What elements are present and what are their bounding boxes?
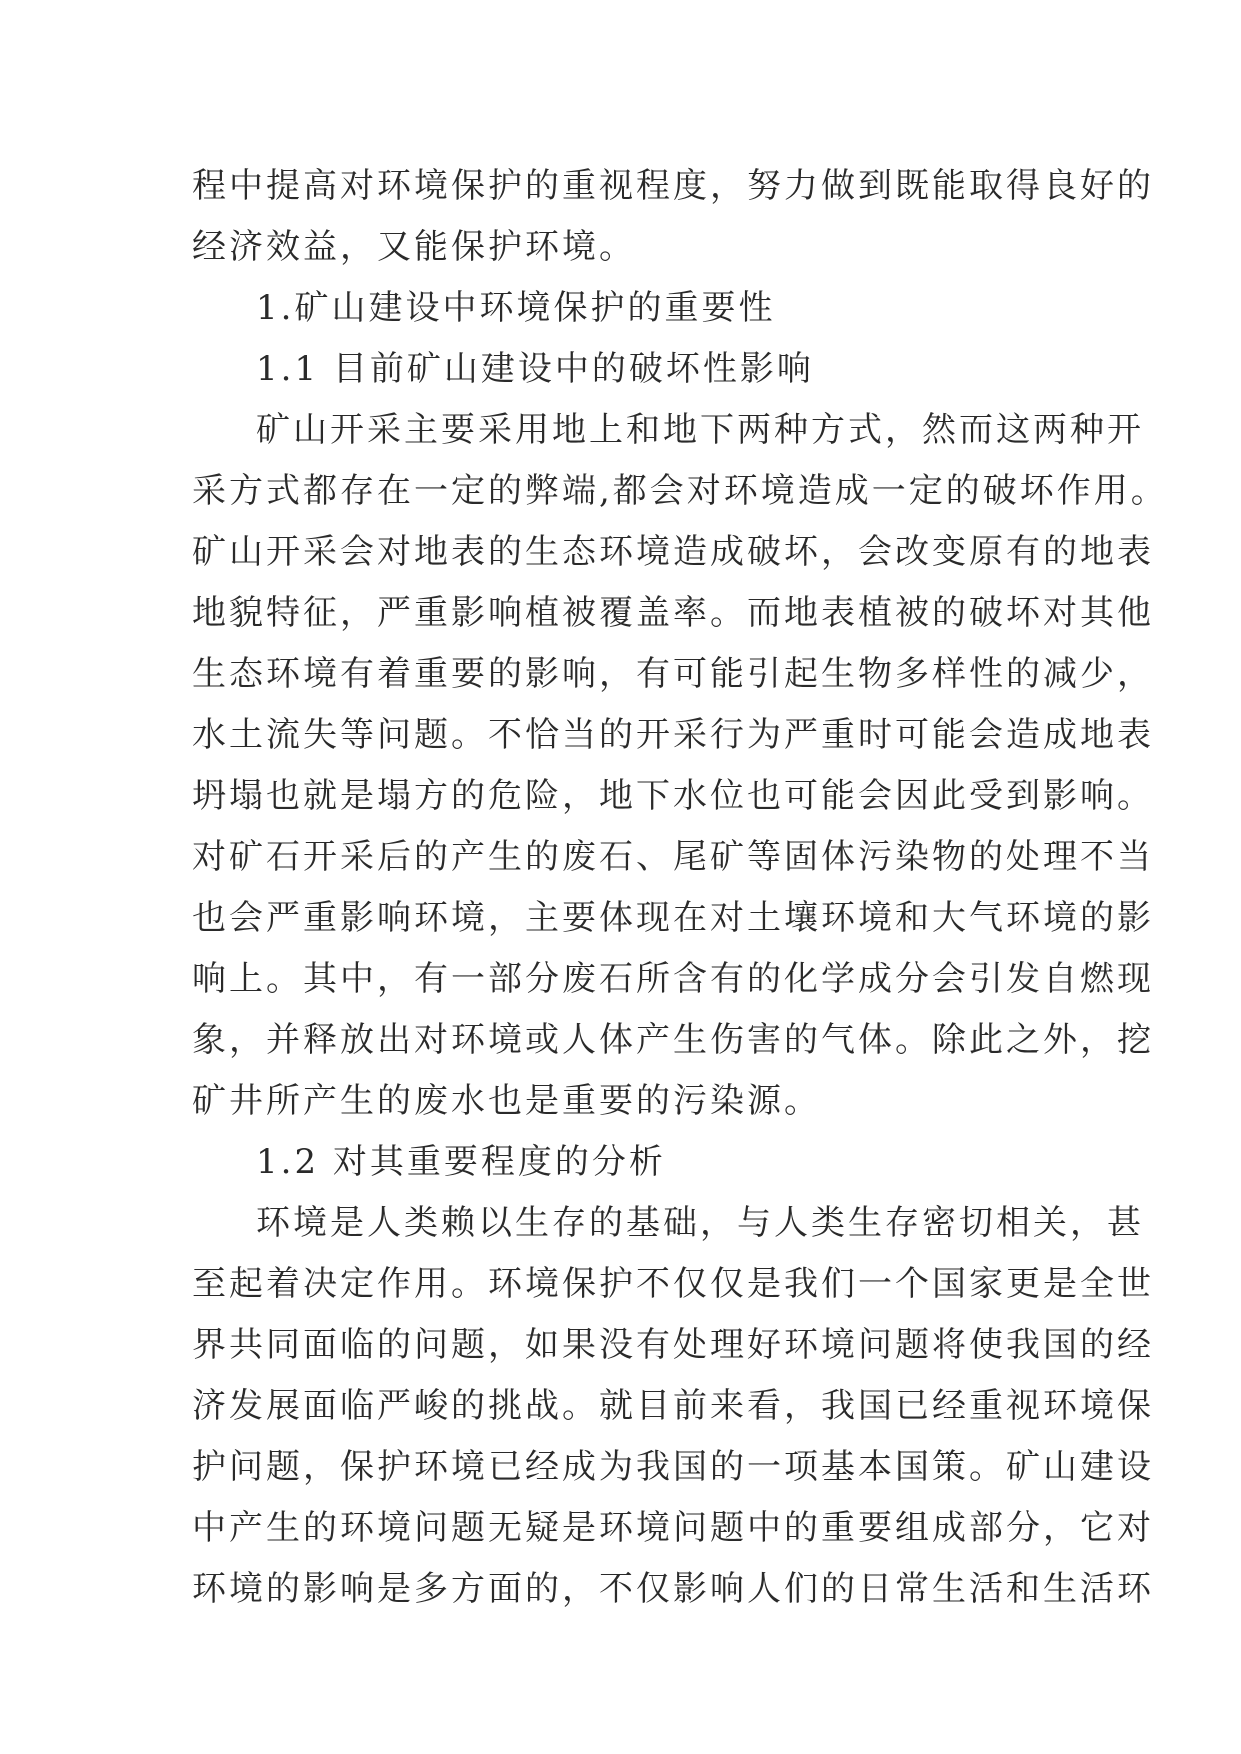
text-line: 生态环境有着重要的影响，有可能引起生物多样性的减少， [192,654,1154,694]
text-line: 中产生的环境问题无疑是环境问题中的重要组成部分，它对 [192,1508,1154,1548]
text-line: 济发展面临严峻的挑战。就目前来看，我国已经重视环境保 [192,1386,1154,1426]
text-line: 象，并释放出对环境或人体产生伤害的气体。除此之外，挖 [192,1020,1154,1060]
text-line: 至起着决定作用。环境保护不仅仅是我们一个国家更是全世 [192,1264,1154,1304]
text-line: 采方式都存在一定的弊端,都会对环境造成一定的破坏作用。 [192,471,1168,511]
text-line: 响上。其中，有一部分废石所含有的化学成分会引发自燃现 [192,959,1154,999]
text-line: 程中提高对环境保护的重视程度，努力做到既能取得良好的 [192,166,1154,206]
section-heading: 1.矿山建设中环境保护的重要性 [256,288,776,328]
text-line: 界共同面临的问题，如果没有处理好环境问题将使我国的经 [192,1325,1154,1365]
text-line: 对矿石开采后的产生的废石、尾矿等固体污染物的处理不当 [192,837,1154,877]
text-line: 矿山开采会对地表的生态环境造成破坏，会改变原有的地表 [192,532,1154,572]
subsection-heading: 1.1 目前矿山建设中的破坏性影响 [256,349,814,389]
text-line: 地貌特征，严重影响植被覆盖率。而地表植被的破坏对其他 [192,593,1154,633]
text-line: 也会严重影响环境，主要体现在对土壤环境和大气环境的影 [192,898,1154,938]
text-line: 经济效益，又能保护环境。 [192,227,636,267]
text-line: 水土流失等问题。不恰当的开采行为严重时可能会造成地表 [192,715,1154,755]
text-line: 坍塌也就是塌方的危险，地下水位也可能会因此受到影响。 [192,776,1154,816]
subsection-heading: 1.2 对其重要程度的分析 [256,1142,666,1182]
body-text [192,156,1168,1620]
text-line: 矿山开采主要采用地上和地下两种方式，然而这两种开 [256,410,1144,450]
text-line: 护问题，保护环境已经成为我国的一项基本国策。矿山建设 [192,1447,1154,1487]
text-line: 矿井所产生的废水也是重要的污染源。 [192,1081,821,1121]
text-line: 环境的影响是多方面的，不仅影响人们的日常生活和生活环 [192,1569,1154,1609]
text-line: 环境是人类赖以生存的基础，与人类生存密切相关，甚 [256,1203,1144,1243]
